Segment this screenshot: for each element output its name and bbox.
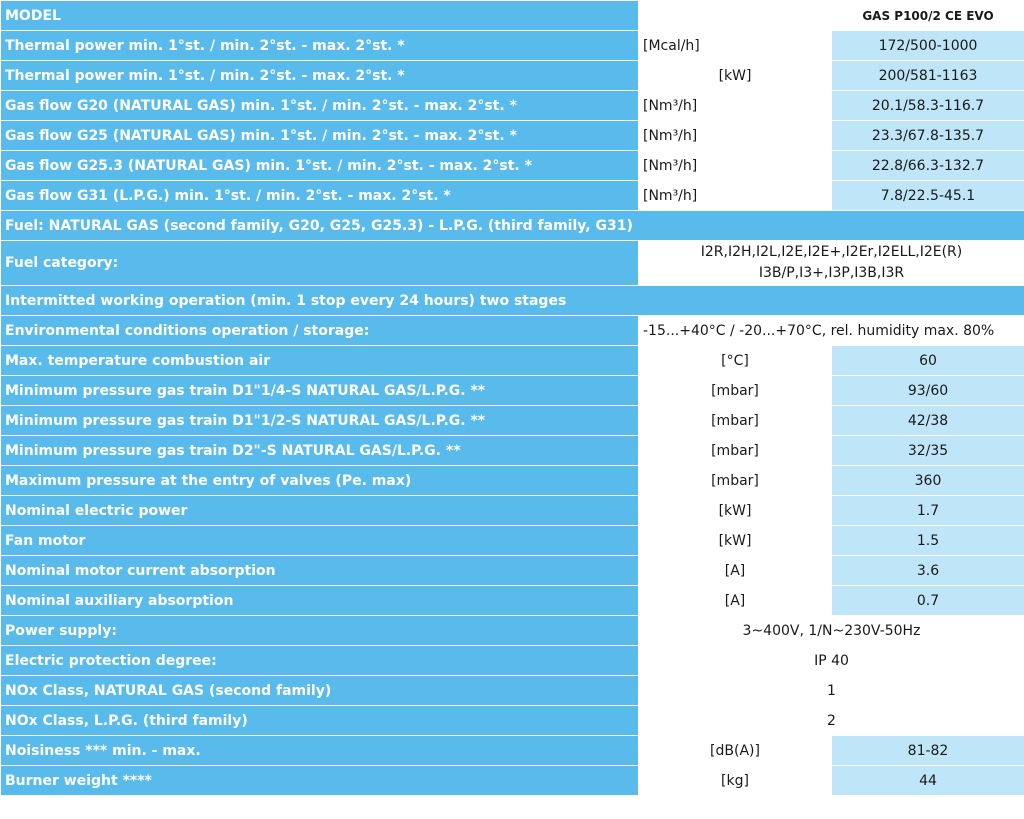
model-label: MODEL [1,1,639,31]
min-pressure-d2-label: Minimum pressure gas train D2"-S NATURAL GAS/L.P.G. ** [1,436,639,466]
auxiliary-absorption-unit: [A] [639,586,832,616]
burner-weight-unit: [kg] [639,766,832,796]
gas-flow-g20-label: Gas flow G20 (NATURAL GAS) min. 1°st. / min. 2°st. - max. 2°st. * [1,91,639,121]
gas-flow-g25-unit: [Nm³/h] [639,121,832,151]
model-value: GAS P100/2 CE EVO [832,1,1024,31]
noisiness-unit: [dB(A)] [639,736,832,766]
power-supply-value: 3~400V, 1/N~230V-50Hz [639,616,1024,646]
gas-flow-g20-unit: [Nm³/h] [639,91,832,121]
row-min-pressure-d1-1-2 [1,406,1024,436]
row-min-pressure-d2 [1,436,1024,466]
row-intermitted [1,286,1024,316]
motor-current-value: 3.6 [832,556,1024,586]
row-burner-weight [1,766,1024,796]
fuel-category-line2: I3B/P,I3+,I3P,I3B,I3R [758,265,905,281]
min-pressure-d1-1-4-label: Minimum pressure gas train D1"1/4-S NATURAL GAS/L.P.G. ** [1,376,639,406]
min-pressure-d1-1-4-value: 93/60 [832,376,1024,406]
protection-degree-label: Electric protection degree: [1,646,639,676]
fuel-category-line1: I2R,I2H,I2L,I2E,I2E+,I2Er,I2ELL,I2E(R) [700,244,963,260]
environmental-value: -15...+40°C / -20...+70°C, rel. humidity max. 80% [639,316,1024,346]
gas-flow-g25-value: 23.3/67.8-135.7 [832,121,1024,151]
row-model [1,1,1024,31]
fuel-category-label: Fuel category: [1,241,639,286]
row-thermal-power-mcal [1,31,1024,61]
max-pressure-valves-unit: [mbar] [639,466,832,496]
model-unit-cell [639,1,832,31]
thermal-power-kw-value: 200/581-1163 [832,61,1024,91]
row-noisiness [1,736,1024,766]
gas-flow-g20-value: 20.1/58.3-116.7 [832,91,1024,121]
thermal-power-kw-unit: [kW] [639,61,832,91]
power-supply-label: Power supply: [1,616,639,646]
gas-flow-g31-value: 7.8/22.5-45.1 [832,181,1024,211]
fuel-label: Fuel: NATURAL GAS (second family, G20, G25, G25.3) - L.P.G. (third family, G31) [1,211,1024,241]
row-gas-flow-g31 [1,181,1024,211]
row-motor-current [1,556,1024,586]
min-pressure-d1-1-2-unit: [mbar] [639,406,832,436]
motor-current-label: Nominal motor current absorption [1,556,639,586]
protection-degree-value: IP 40 [639,646,1024,676]
min-pressure-d2-value: 32/35 [832,436,1024,466]
thermal-power-mcal-value: 172/500-1000 [832,31,1024,61]
gas-flow-g25-3-label: Gas flow G25.3 (NATURAL GAS) min. 1°st. / min. 2°st. - max. 2°st. * [1,151,639,181]
gas-flow-g25-3-value: 22.8/66.3-132.7 [832,151,1024,181]
gas-flow-g31-unit: [Nm³/h] [639,181,832,211]
nominal-electric-power-value: 1.7 [832,496,1024,526]
row-fuel-category [1,241,1024,286]
row-protection-degree [1,646,1024,676]
row-max-temp-air [1,346,1024,376]
fan-motor-value: 1.5 [832,526,1024,556]
nox-natural-gas-label: NOx Class, NATURAL GAS (second family) [1,676,639,706]
burner-weight-value: 44 [832,766,1024,796]
auxiliary-absorption-value: 0.7 [832,586,1024,616]
thermal-power-kw-label: Thermal power min. 1°st. / min. 2°st. - max. 2°st. * [1,61,639,91]
row-thermal-power-kw [1,61,1024,91]
min-pressure-d1-1-2-label: Minimum pressure gas train D1"1/2-S NATURAL GAS/L.P.G. ** [1,406,639,436]
environmental-label: Environmental conditions operation / storage: [1,316,639,346]
nominal-electric-power-label: Nominal electric power [1,496,639,526]
fan-motor-label: Fan motor [1,526,639,556]
row-gas-flow-g20 [1,91,1024,121]
min-pressure-d1-1-4-unit: [mbar] [639,376,832,406]
nox-lpg-value: 2 [639,706,1024,736]
row-nox-natural-gas [1,676,1024,706]
row-nominal-electric-power [1,496,1024,526]
noisiness-label: Noisiness *** min. - max. [1,736,639,766]
thermal-power-mcal-label: Thermal power min. 1°st. / min. 2°st. - max. 2°st. * [1,31,639,61]
row-min-pressure-d1-1-4 [1,376,1024,406]
gas-flow-g25-label: Gas flow G25 (NATURAL GAS) min. 1°st. / min. 2°st. - max. 2°st. * [1,121,639,151]
row-fan-motor [1,526,1024,556]
fan-motor-unit: [kW] [639,526,832,556]
row-max-pressure-valves [1,466,1024,496]
min-pressure-d1-1-2-value: 42/38 [832,406,1024,436]
nox-lpg-label: NOx Class, L.P.G. (third family) [1,706,639,736]
intermitted-label: Intermitted working operation (min. 1 stop every 24 hours) two stages [1,286,1024,316]
burner-weight-label: Burner weight **** [1,766,639,796]
gas-flow-g31-label: Gas flow G31 (L.P.G.) min. 1°st. / min. 2°st. - max. 2°st. * [1,181,639,211]
max-temp-air-unit: [°C] [639,346,832,376]
row-fuel [1,211,1024,241]
row-auxiliary-absorption [1,586,1024,616]
nominal-electric-power-unit: [kW] [639,496,832,526]
row-nox-lpg [1,706,1024,736]
fuel-category-value [639,241,1024,286]
gas-flow-g25-3-unit: [Nm³/h] [639,151,832,181]
max-pressure-valves-value: 360 [832,466,1024,496]
max-pressure-valves-label: Maximum pressure at the entry of valves (Pe. max) [1,466,639,496]
row-gas-flow-g25-3 [1,151,1024,181]
thermal-power-mcal-unit: [Mcal/h] [639,31,832,61]
min-pressure-d2-unit: [mbar] [639,436,832,466]
nox-natural-gas-value: 1 [639,676,1024,706]
row-environmental [1,316,1024,346]
max-temp-air-value: 60 [832,346,1024,376]
noisiness-value: 81-82 [832,736,1024,766]
motor-current-unit: [A] [639,556,832,586]
max-temp-air-label: Max. temperature combustion air [1,346,639,376]
row-gas-flow-g25 [1,121,1024,151]
auxiliary-absorption-label: Nominal auxiliary absorption [1,586,639,616]
row-power-supply [1,616,1024,646]
